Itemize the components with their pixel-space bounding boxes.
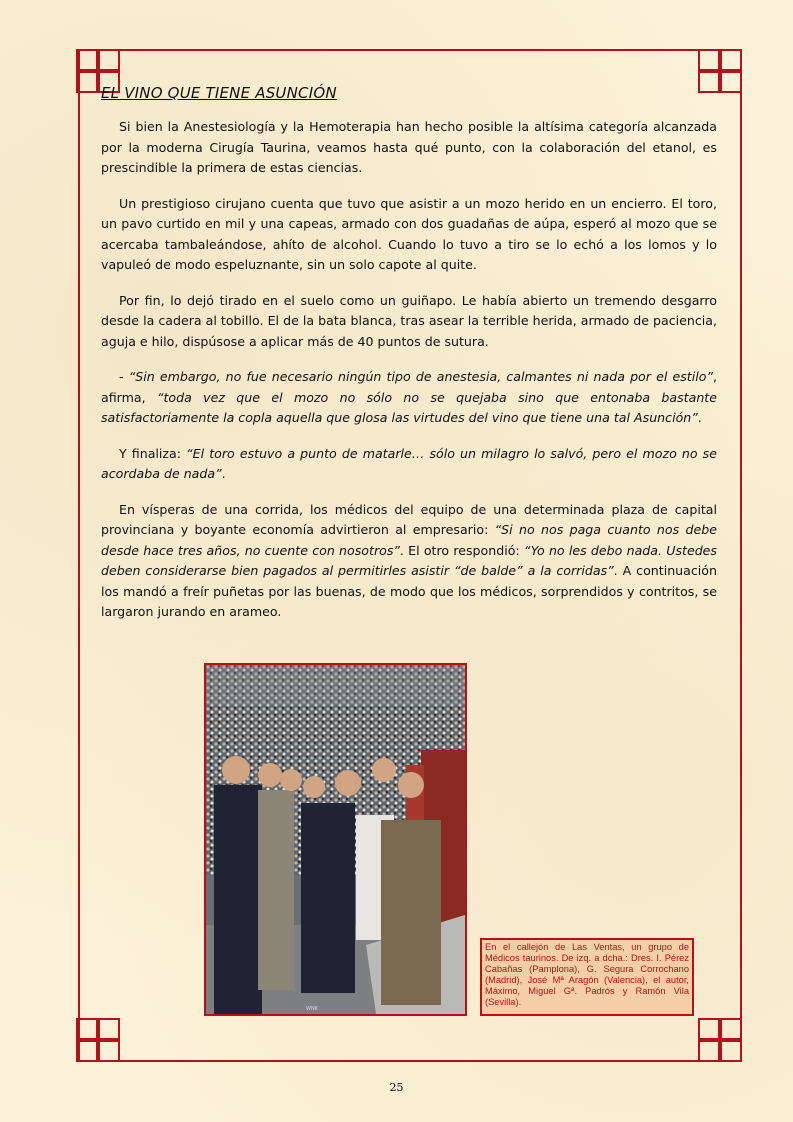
article-paragraph xyxy=(101,117,717,179)
corner-ornament-bottom-left xyxy=(76,1018,120,1062)
paragraph-text: . A continuación los mandó a freír puñetas por las buenas, de modo que los médicos, sorprendidos y contritos, se largaron jurando en arameo. xyxy=(101,563,717,619)
paragraph-text: . El otro respondió: xyxy=(399,542,524,558)
article-title: EL VINO QUE TIENE ASUNCIÓN xyxy=(101,84,337,102)
quote-text: “Sin embargo, no fue necesario ningún tipo de anestesia, calmantes ni nada por el estilo” xyxy=(128,369,713,384)
paragraph-text: Y finaliza: xyxy=(119,445,187,461)
article-paragraph xyxy=(101,444,717,485)
corner-ornament-top-right xyxy=(698,49,742,93)
quote-text: “toda vez que el mozo no sólo no se quejaba sino que entonaba bastante satisfactoriamente la copla aquella que glosa las virtudes del vino que tiene una tal Asunción” xyxy=(101,389,717,425)
page-number: 25 xyxy=(389,1081,404,1094)
article-paragraph xyxy=(101,291,717,353)
paragraph-text: Un prestigioso cirujano cuenta que tuvo que asistir a un mozo herido en un encierro. El toro, un pavo curtido en mil y una capeas, armado con dos guadañas de aúpa, esperó al mozo que se acercaba tambaleándose, ahíto de alcohol. Cuando lo tuvo a tiro se lo echó a los lomos y lo vapuleó de modo espeluznante, sin un solo capote al quite. xyxy=(101,195,717,272)
paragraph-text: . xyxy=(221,466,226,481)
paragraph-text: En vísperas de una corrida, los médicos del equipo de una determinada plaza de capital provinciana y boyante economía advirtieron al empresario: xyxy=(101,501,717,537)
bullring-group-photo xyxy=(204,663,467,1016)
article-paragraph xyxy=(101,367,717,429)
quote-text: “El toro estuvo a punto de matarle… sólo un milagro lo salvó, pero el mozo no se acordaba de nada” xyxy=(101,445,717,481)
paragraph-text: Si bien la Anestesiología y la Hemoterapia han hecho posible la altísima categoría alcanzada por la moderna Cirugía Taurina, veamos hasta qué punto, con la colaboración del etanol, es prescindible la primera de estas ciencias. xyxy=(101,119,717,175)
quote-text: “Yo no les debo nada. Ustedes deben considerarse bien pagados al permitirles asistir “de balde” a la corridas” xyxy=(101,542,717,578)
article-body xyxy=(101,117,717,638)
photo-caption: En el callejón de Las Ventas, un grupo de Médicos taurinos. De izq. a dcha.: Dres. I. Pérez Cabañas (Pamplona), G. Segura Corrochano (Madrid), José Mª Aragón (Valencia), el autor, Máximo, Miguel Gª. Padrós y Ramón Vila (Sevilla). xyxy=(480,938,694,1016)
paragraph-text: . xyxy=(697,410,702,425)
svg-text:WNK: WNK xyxy=(306,1006,318,1012)
paragraph-text: Por fin, lo dejó tirado en el suelo como un guiñapo. Le había abierto un tremendo desgarro desde la cadera al tobillo. El de la bata blanca, tras asear la terrible herida, armado de paciencia, aguja e hilo, dispúsose a aplicar más de 40 puntos de sutura. xyxy=(101,292,717,349)
article-paragraph xyxy=(101,194,717,276)
quote-text: “Si no nos paga cuanto nos debe desde hace tres años, no cuente con nosotros” xyxy=(101,522,717,558)
article-paragraph xyxy=(101,500,717,623)
corner-ornament-bottom-right xyxy=(698,1018,742,1062)
paragraph-text: , afirma, xyxy=(101,369,717,405)
paragraph-text: - xyxy=(119,369,129,384)
